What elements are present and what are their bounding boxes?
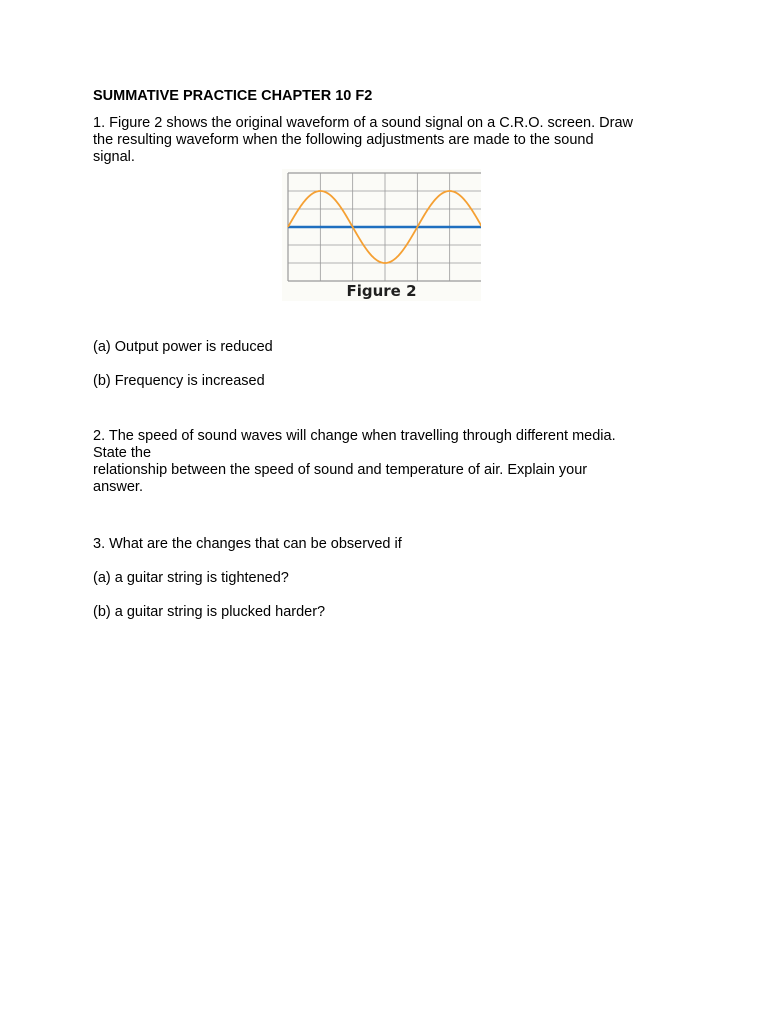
question-3-text: 3. What are the changes that can be observed if: [93, 536, 402, 552]
question-3-part-a: (a) a guitar string is tightened?: [93, 570, 289, 586]
question-3-part-b: (b) a guitar string is plucked harder?: [93, 604, 326, 620]
figure-caption: Figure 2: [346, 282, 417, 300]
question-2-text: 2. The speed of sound waves will change when travelling through different media. State the relationship between the speed of sound and temperature of air. Explain your answer.: [93, 428, 616, 495]
figure-2: [282, 169, 481, 301]
document-title: SUMMATIVE PRACTICE CHAPTER 10 F2: [93, 88, 373, 104]
question-1-text: 1. Figure 2 shows the original waveform of a sound signal on a C.R.O. screen. Draw the resulting waveform when the following adjustments are made to the sound signal.: [93, 115, 633, 165]
question-1-part-a: (a) Output power is reduced: [93, 339, 273, 355]
question-1-part-b: (b) Frequency is increased: [93, 373, 265, 389]
